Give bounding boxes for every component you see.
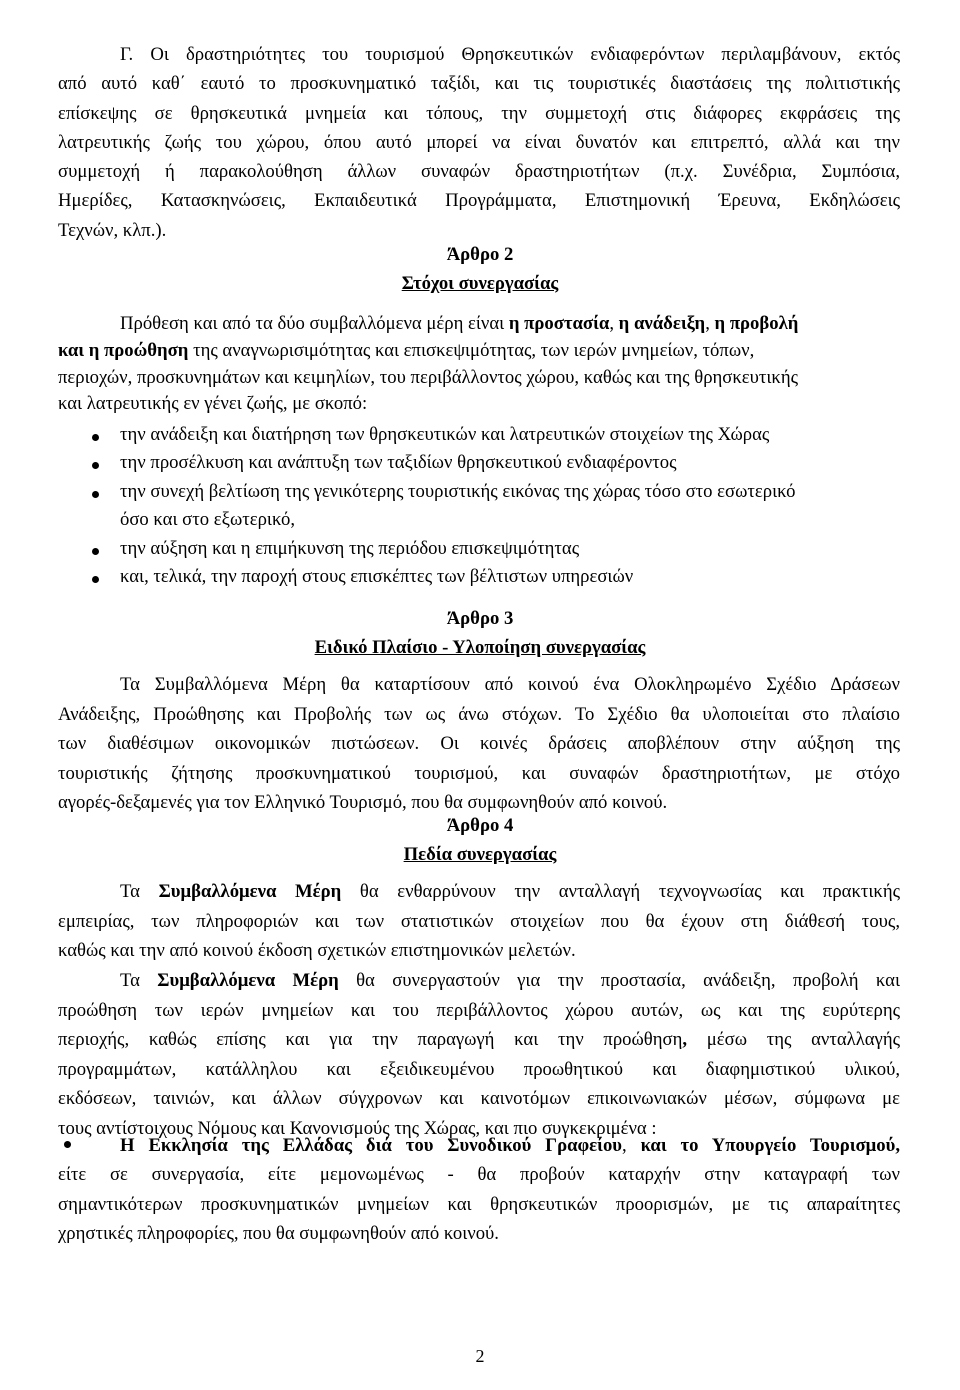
bullet-dot-icon <box>92 548 99 555</box>
article-4-bullet-line: χρηστικές πληροφορίες, που θα συμφωνηθούν από κοινού. <box>58 1223 499 1244</box>
article-3-line: Τα Συμβαλλόμενα Μέρη θα καταρτίσουν από κοινού ένα Ολοκληρωμένο Σχέδιο Δράσεων <box>120 674 900 695</box>
section-g-line: από αυτό καθ΄ εαυτό το προσκυνηματικό ταξίδι, και τις τουριστικές διαστάσεις της πολιτιστικής <box>58 73 900 95</box>
article-2-bullet-text: την ανάδειξη και διατήρηση των θρησκευτικών και λατρευτικών στοιχείων της Χώρας <box>120 424 770 445</box>
article-2-bullet-text: την αύξηση και η επιμήκυνση της περιόδου επισκεψιμότητας <box>120 538 580 559</box>
article-2-subtitle: Στόχοι συνεργασίας <box>401 273 559 294</box>
article-3-subtitle-wrap <box>0 637 960 659</box>
section-g-line: Γ. Οι δραστηριότητες του τουρισμού Θρησκευτικών ενδιαφερόντων περιλαμβάνουν, εκτός <box>120 44 900 65</box>
article-4-title: Άρθρο 4 <box>446 815 514 836</box>
article-4-p2-line: Τα Συμβαλλόμενα Μέρη θα συνεργαστούν για την προστασία, ανάδειξη, προβολή και <box>120 970 900 991</box>
article-4-p1-line: Τα Συμβαλλόμενα Μέρη θα ενθαρρύνουν την ανταλλαγή τεχνογνωσίας και πρακτικής <box>120 881 900 902</box>
article-3-subtitle: Ειδικό Πλαίσιο - Υλοποίηση συνεργασίας <box>314 637 646 658</box>
page-number: 2 <box>475 1346 485 1366</box>
article-4-bullet-line: είτε σε συνεργασία, είτε μεμονωμένως - θα προβούν καταρχήν στην καταγραφή των <box>58 1164 900 1185</box>
bullet-dot-icon <box>92 491 99 498</box>
article-4-paragraph-2 <box>58 966 900 1143</box>
article-3-line: αγορές-δεξαμενές για τον Ελληνικό Τουρισμό, που θα συμφωνηθούν από κοινού. <box>58 792 668 813</box>
article-4-bullet-line: σημαντικότερων προσκυνηματικών μνημείων και θρησκευτικών προορισμών, με τις απαραίτητες <box>58 1193 900 1215</box>
article-3-title: Άρθρο 3 <box>446 608 514 629</box>
bullet-dot-icon <box>92 462 99 469</box>
article-4-p2-line: τους αντίστοιχους Νόμους και Κανονισμούς της Χώρας, και πιο συγκεκριμένα : <box>58 1117 657 1139</box>
article-4-paragraph-1 <box>58 877 900 966</box>
section-g-line: συμμετοχή ή παρακολούθηση άλλων συναφών δραστηριοτήτων (π.χ. Συνέδρια, Συμπόσια, <box>58 161 900 183</box>
article-2-bullet-text: και, τελικά, την παροχή στους επισκέπτες των βέλτιστων υπηρεσιών <box>120 566 634 587</box>
article-2-intro-line: περιοχών, προσκυνημάτων και κειμηλίων, του περιβάλλοντος χώρου, καθώς και της θρησκευτικής <box>58 366 799 388</box>
section-g-line: Ημερίδες, Κατασκηνώσεις, Εκπαιδευτικά Προγράμματα, Επιστημονική Έρευνα, Εκδηλώσεις <box>58 190 900 212</box>
article-2-bullet-text: όσο και στο εξωτερικό, <box>120 509 295 530</box>
article-3-line: τουριστικής ζήτησης προσκυνηματικού τουρισμού, και συναφών δραστηριοτήτων, με στόχο <box>58 762 900 784</box>
article-4-p1-line: εμπειρίας, των πληροφοριών και των στατιστικών στοιχείων που θα έχουν στη διάθεσή τους, <box>58 910 900 932</box>
article-2-bullet-list <box>0 0 960 600</box>
article-2-intro-line: Πρόθεση και από τα δύο συμβαλλόμενα μέρη είναι η προστασία, η ανάδειξη, η προβολή <box>120 313 799 334</box>
article-3-line: των διαθέσιμων οικονομικών πιστώσεων. Οι κοινές δράσεις αποβλέπουν στην αύξηση της <box>58 733 900 754</box>
article-4-bullet-continued <box>58 1160 900 1249</box>
article-2-bullet-text: την προσέλκυση και ανάπτυξη των ταξιδίων θρησκευτικού ενδιαφέροντος <box>120 452 677 473</box>
article-4-p2-line: περιοχής, καθώς επίσης και για την παραγωγή και την προώθηση, μέσω της ανταλλαγής <box>58 1029 900 1050</box>
article-4-p1-line: καθώς και την από κοινού έκδοση σχετικών επιστημονικών μελετών. <box>58 940 576 961</box>
article-4-p2-line: προώθηση των ιερών μνημείων και του περιβάλλοντος χώρου αυτών, ως και της ευρύτερης <box>58 999 900 1021</box>
article-4-subtitle-wrap <box>0 844 960 866</box>
bullet-dot-icon <box>92 434 99 441</box>
section-g-line: λατρευτικής ζωής του χώρου, όπου αυτό μπορεί να είναι δυνατόν και επιτρεπτό, αλλά και την <box>58 131 900 153</box>
article-4-p2-line: εκδόσεων, ταινιών, και άλλων σύγχρονων και καινοτόμων επικοινωνιακών μέσων, σύμφωνα με <box>58 1088 900 1109</box>
article-2-bullet-text: την συνεχή βελτίωση της γενικότερης τουριστικής εικόνας της χώρας τόσο στο εσωτερικό <box>120 481 796 502</box>
article-4-p2-line: προγραμμάτων, κατάλληλου και εξειδικευμένου προωθητικού και διαφημιστικού υλικού, <box>58 1058 900 1080</box>
bullet-dot-icon <box>92 576 99 583</box>
article-3-paragraph <box>58 670 900 818</box>
article-2-intro-line: και λατρευτικής εν γένει ζωής, με σκοπό: <box>58 393 368 415</box>
article-4-bullet <box>120 1131 900 1161</box>
article-3-line: Ανάδειξης, Προώθησης και Προβολής των ως άνω στόχων. Το Σχέδιο θα υλοποιείται στο πλαίσιο <box>58 703 900 725</box>
section-g-line: επίσκεψης σε θρησκευτικά μνημεία και τόπους, την συμμετοχή στις διάφορες εκφράσεις της <box>58 102 900 124</box>
article-2-intro-line: και η προώθηση της αναγνωρισιμότητας και επισκεψιμότητας, των ιερών μνημείων, τόπων, <box>58 339 755 361</box>
article-4-bullet-line: Η Εκκλησία της Ελλάδας διά του Συνοδικού Γραφείου, και το Υπουργείο Τουρισμού, <box>120 1135 900 1156</box>
article-2-title: Άρθρο 2 <box>446 244 514 265</box>
article-4-subtitle: Πεδία συνεργασίας <box>403 844 557 865</box>
section-g-line: Τεχνών, κλπ.). <box>58 219 167 241</box>
bullet-dot-icon <box>64 1141 71 1148</box>
